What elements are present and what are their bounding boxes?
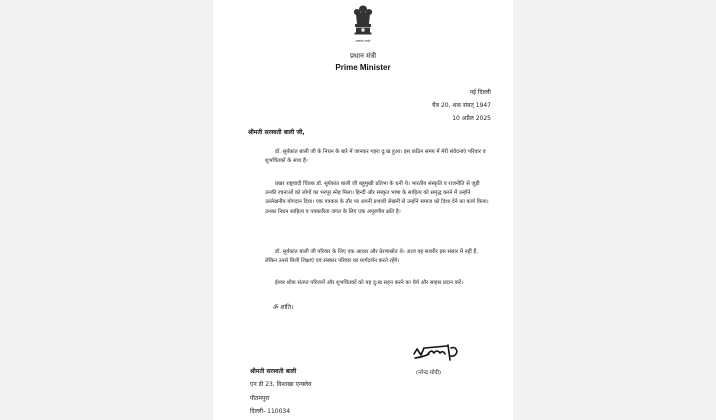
paragraph-tribute: प्रखर राष्ट्रवादी चिंतक डॉ. सूर्यकांत बाली जी बहुमुखी प्रतिभा के धनी थे। भारतीय संस्कृति व राजनीति से जुड़ी उनकी रचनाओं को लोगों का भरपूर स्नेह मिला। हिन्दी और संस्कृत भाषा के साहित्य को समृद्ध करने में उन्होंने उल्लेखनीय योगदान दिया। एक पत्रकार के तौर पर अपनी प्रभावी लेखनी से उन्होंने समाज को दिशा देने का कार्य किया। उनका निधन साहित्य व पत्रकारिता जगत के लिए एक अपूरणीय क्षति है। — [265, 181, 489, 215]
office-title-hindi: प्रधान मंत्री — [349, 52, 377, 60]
address-line-1: एन डी 23, विशाखा एन्क्लेव — [250, 381, 312, 388]
paragraph-family: डॉ. सूर्यकांत बाली जी परिवार के लिए एक आधार और प्रेरणास्रोत थे। आज वह सशरीर इस संसार में नहीं हैं, लेकिन उनसे मिली शिक्षाएं एवं संस्कार परिवार का मार्गदर्शन करते रहेंगे। — [265, 249, 478, 265]
letter-date: 10 अप्रैल 2025 — [452, 115, 491, 122]
address-line-2: पीतमपुरा — [250, 395, 270, 402]
salutation: श्रीमती सरस्वती बाली जी, — [248, 129, 305, 136]
recipient-name: श्रीमती सरस्वती बाली — [250, 368, 297, 375]
paragraph-condolence: डॉ. सूर्यकांत बाली जी के निधन के बारे में जानकर गहरा दु:ख हुआ। इस कठिन समय में मेरी संवेदनाएं परिवार व शुभचिंतकों के साथ हैं। — [265, 149, 486, 165]
letter-page — [213, 0, 513, 420]
emblem-motto: सत्यमेव जयते — [355, 39, 371, 43]
letter-date-saka: चैत्र 20, शक संवत् 1947 — [431, 102, 491, 109]
signatory-name: (नरेन्द्र मोदी) — [416, 370, 442, 376]
closing-line: ॐ शांति। — [273, 304, 294, 311]
office-title-english: Prime Minister — [335, 63, 391, 72]
paragraph-prayer: ईश्वर शोक संतप्त परिजनों और शुभचिंतकों को यह दु:ख सहन करने का धैर्य और साहस प्रदान करें। — [275, 280, 463, 286]
national-emblem-icon — [351, 4, 375, 40]
letter-place: नई दिल्ली — [469, 89, 491, 96]
address-line-3: दिल्ली- 110034 — [250, 408, 291, 415]
signature — [411, 340, 461, 362]
